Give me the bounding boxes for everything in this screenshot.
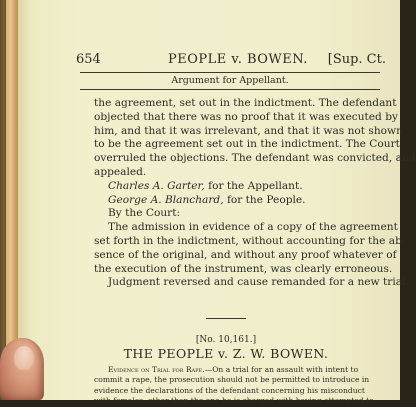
text-line: objected that there was no proof that it was executed by (94, 110, 398, 123)
opinion-paragraph (94, 221, 409, 290)
text-line: to be the agreement set out in the indictment. The Court (94, 138, 400, 151)
headnote-line: with females, other than the one he is charged with having attempted to (94, 396, 374, 406)
headnote-line (94, 365, 394, 375)
running-header (76, 52, 386, 70)
argument-paragraph (94, 97, 416, 180)
appellant-counsel-name: Charles A. Garter, (108, 179, 205, 192)
appellant-counsel-role: for the Appellant. (204, 179, 303, 192)
headnote (94, 365, 394, 407)
page-number: 654 (76, 52, 101, 67)
by-the-court: By the Court: (108, 207, 181, 220)
counsel-people (94, 194, 390, 208)
running-title: PEOPLE v. BOWEN. (168, 52, 308, 67)
counsel-appellant (94, 180, 390, 194)
book-page (18, 0, 416, 406)
headnote-line: commit a rape, the prosecution should not be permitted to introduce in (94, 375, 370, 385)
people-counsel-name: George A. Blanchard, (108, 193, 224, 206)
text-line: him, and that it was irrelevant, and that it was not shown (94, 124, 403, 137)
headnote-lead: Evidence on Trial for Rape. (108, 365, 205, 374)
text-line: The admission in evidence of a copy of the agreement (108, 221, 398, 234)
court-label: [Sup. Ct. (327, 52, 386, 67)
text-line: sence of the original, and without any proof whatever of (94, 248, 397, 261)
body-text (94, 97, 416, 290)
text-line: appealed. (94, 165, 147, 178)
text-line: set forth in the indictment, without accounting for the ab- (94, 234, 406, 247)
section-divider (206, 318, 246, 319)
thumbnail-nail (14, 346, 34, 370)
next-case-number: [No. 10,161.] (195, 335, 257, 345)
next-case-title: THE PEOPLE v. Z. W. BOWEN. (123, 346, 329, 361)
text-line: overruled the objections. The defendant was convicted, and (94, 152, 416, 165)
text-line: the execution of the instrument, was clearly erroneous. (94, 262, 393, 275)
text-line: the agreement, set out in the indictment. The defendant (94, 97, 397, 109)
headnote-text: —On a trial for an assault with intent to (204, 365, 359, 374)
section-subheader: Argument for Appellant. (80, 72, 380, 90)
people-counsel-role: for the People. (223, 193, 306, 206)
headnote-line: evidence the declarations of the defendant concerning his misconduct (94, 385, 365, 395)
judgment-line: Judgment reversed and cause remanded for a new trial. (108, 276, 409, 289)
